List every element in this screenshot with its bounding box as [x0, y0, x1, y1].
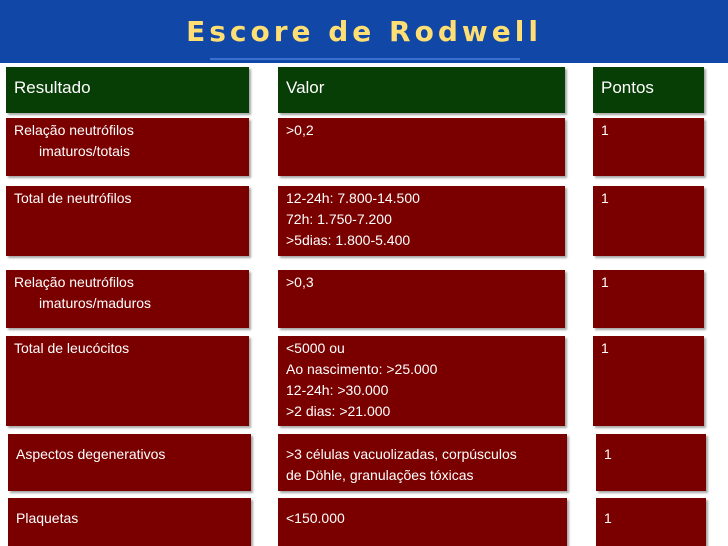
- cell-text: >2 dias: >21.000: [286, 403, 391, 419]
- row-6-pontos: [596, 498, 706, 546]
- cell-text: 1: [601, 122, 609, 138]
- row-3-resultado: [6, 270, 249, 328]
- cell-text: >5dias: 1.800-5.400: [286, 232, 411, 248]
- row-5-resultado: [8, 434, 251, 491]
- cell-text: Relação neutrófilos: [14, 122, 134, 138]
- cell-text: >0,3: [286, 274, 314, 290]
- cell-text: Ao nascimento: >25.000: [286, 361, 438, 377]
- row-1-resultado: [6, 118, 249, 176]
- cell-text: 72h: 1.750-7.200: [286, 211, 392, 227]
- row-4-pontos: [593, 336, 704, 426]
- cell-text: 1: [601, 340, 609, 356]
- row-4-valor: [278, 336, 565, 426]
- cell-text: 1: [601, 190, 609, 206]
- cell-text: Aspectos degenerativos: [16, 446, 166, 462]
- title-underline: [210, 58, 520, 60]
- cell-text: >3 células vacuolizadas, corpúsculos: [286, 446, 517, 462]
- row-5-pontos: [596, 434, 706, 491]
- page-title: Escore de Rodwell: [186, 15, 542, 48]
- row-3-valor: [278, 270, 565, 328]
- row-5-valor: [278, 434, 567, 491]
- row-6-resultado: [8, 498, 251, 546]
- header-pontos: Pontos: [593, 67, 704, 113]
- cell-text: 12-24h: 7.800-14.500: [286, 190, 420, 206]
- cell-text: Plaquetas: [16, 510, 79, 526]
- cell-text: 1: [601, 274, 609, 290]
- cell-text: Relação neutrófilos: [14, 274, 134, 290]
- row-2-pontos: [593, 186, 704, 256]
- row-1-valor: [278, 118, 565, 176]
- cell-text: imaturos/maduros: [39, 295, 152, 311]
- cell-text: Total de leucócitos: [14, 340, 130, 356]
- cell-text: <150.000: [286, 510, 345, 526]
- cell-text: 1: [604, 446, 612, 462]
- cell-text: <5000 ou: [286, 340, 345, 356]
- cell-text: 1: [604, 510, 612, 526]
- header-valor: Valor: [278, 67, 565, 113]
- title-bar: [0, 0, 728, 63]
- row-2-resultado: [6, 186, 249, 256]
- row-6-valor: [278, 498, 567, 546]
- row-2-valor: [278, 186, 565, 256]
- cell-text: imaturos/totais: [39, 143, 131, 159]
- cell-text: Total de neutrófilos: [14, 190, 132, 206]
- cell-text: >0,2: [286, 122, 314, 138]
- cell-text: 12-24h: >30.000: [286, 382, 389, 398]
- header-resultado: Resultado: [6, 67, 249, 113]
- row-4-resultado: [6, 336, 249, 426]
- row-1-pontos: [593, 118, 704, 176]
- row-3-pontos: [593, 270, 704, 328]
- cell-text: de Döhle, granulações tóxicas: [286, 467, 474, 483]
